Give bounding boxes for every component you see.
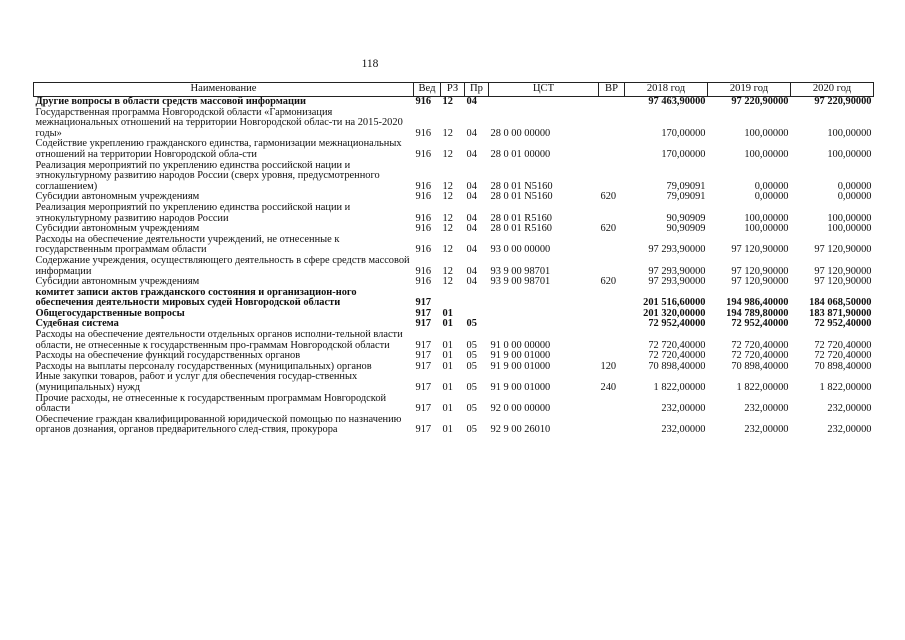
row-cst: 28 0 00 00000 xyxy=(490,127,551,139)
row-vr xyxy=(599,394,625,415)
row-ved: 916 xyxy=(415,265,432,277)
row-amount-2019: 194 789,80000 xyxy=(726,308,789,319)
row-vr: 620 xyxy=(600,192,617,203)
row-rz: 01 xyxy=(442,424,453,436)
row-amount-2019: 0,00000 xyxy=(754,180,789,192)
row-name: Расходы на обеспечение функций государственных органов xyxy=(35,351,301,362)
row-amount-2018: 72 720,40000 xyxy=(648,339,706,351)
table-row xyxy=(34,319,874,330)
header-ved: Вед xyxy=(414,83,441,97)
row-amount-2018: 1 822,00000 xyxy=(653,382,706,394)
row-cst: 93 9 00 98701 xyxy=(490,265,551,277)
row-pr xyxy=(465,309,489,320)
row-amount-2019: 72 952,40000 xyxy=(731,319,789,330)
row-amount-2020: 72 720,40000 xyxy=(814,351,872,362)
row-name: Расходы на выплаты персоналу государственных (муниципальных) органов xyxy=(35,361,372,372)
table-row xyxy=(34,203,874,224)
row-cst: 28 0 01 R5160 xyxy=(490,212,552,224)
budget-table xyxy=(33,82,874,436)
row-vr xyxy=(599,319,625,330)
row-amount-2020: 97 220,90000 xyxy=(814,96,872,107)
row-amount-2019: 100,00000 xyxy=(744,224,789,235)
row-amount-2020: 100,00000 xyxy=(827,148,872,160)
row-name: Обеспечение граждан квалифицированной юридической помощью по назначению органов дознания, органов предварительного след-ствия, прокурора xyxy=(35,414,402,436)
row-amount-2019: 232,00000 xyxy=(744,424,789,436)
table-row xyxy=(34,139,874,160)
table-row xyxy=(34,330,874,351)
row-amount-2019: 100,00000 xyxy=(744,212,789,224)
row-amount-2018: 97 293,90000 xyxy=(648,244,706,256)
row-vr: 620 xyxy=(600,224,617,235)
row-vr xyxy=(599,330,625,351)
row-rz: 12 xyxy=(442,212,453,224)
row-amount-2018: 201 516,60000 xyxy=(643,297,706,309)
row-ved: 916 xyxy=(415,244,432,256)
table-row xyxy=(34,256,874,277)
row-ved: 917 xyxy=(415,424,432,436)
row-cst: 93 0 00 00000 xyxy=(490,244,551,256)
row-rz: 12 xyxy=(442,277,453,288)
row-amount-2019: 232,00000 xyxy=(744,403,789,415)
row-rz xyxy=(441,288,465,309)
row-pr: 04 xyxy=(466,127,477,139)
row-pr: 04 xyxy=(466,148,477,160)
row-amount-2019: 100,00000 xyxy=(744,148,789,160)
table-row xyxy=(34,277,874,288)
row-name: Субсидии автономным учреждениям xyxy=(35,192,200,203)
row-amount-2020: 100,00000 xyxy=(827,224,872,235)
row-rz: 12 xyxy=(442,192,453,203)
row-pr: 04 xyxy=(466,192,477,203)
table-row xyxy=(34,192,874,203)
row-amount-2018: 232,00000 xyxy=(661,403,706,415)
row-name: Общегосударственные вопросы xyxy=(35,308,185,319)
row-name: Реализация мероприятий по укреплению единства российской нации и этнокультурному развитию народов России xyxy=(35,202,351,224)
table-row xyxy=(34,288,874,309)
row-name: Прочие расходы, не отнесенные к государственным программам Новгородской области xyxy=(35,393,387,415)
row-name: Государственная программа Новгородской области «Гармонизация межнациональных отношений на территории Новгородской облас-ти на 2015-2020 годы» xyxy=(35,107,403,139)
row-rz: 12 xyxy=(442,224,453,235)
header-vr: ВР xyxy=(599,83,625,97)
table-body xyxy=(34,97,874,437)
row-ved: 917 xyxy=(415,351,432,362)
row-amount-2018: 97 293,90000 xyxy=(648,265,706,277)
row-rz: 01 xyxy=(442,403,453,415)
row-pr: 04 xyxy=(466,180,477,192)
row-vr xyxy=(599,203,625,224)
row-amount-2018: 90,90909 xyxy=(666,224,706,235)
row-name: Расходы на обеспечение деятельности учреждений, не отнесенные к государственным программам области xyxy=(35,234,340,256)
row-amount-2018: 90,90909 xyxy=(666,212,706,224)
row-vr xyxy=(599,235,625,256)
row-ved: 916 xyxy=(415,148,432,160)
row-amount-2020: 97 120,90000 xyxy=(814,277,872,288)
row-amount-2019: 194 986,40000 xyxy=(726,297,789,309)
table-row xyxy=(34,108,874,140)
row-cst: 28 0 01 R5160 xyxy=(490,224,552,235)
row-amount-2020: 97 120,90000 xyxy=(814,265,872,277)
table-row xyxy=(34,309,874,320)
page-number: 118 xyxy=(361,58,379,70)
header-pr: Пр xyxy=(465,83,489,97)
row-ved: 917 xyxy=(415,403,432,415)
row-name: Другие вопросы в области средств массовой информации xyxy=(35,96,306,107)
row-amount-2018: 72 952,40000 xyxy=(648,319,706,330)
row-ved: 917 xyxy=(415,382,432,394)
row-ved: 916 xyxy=(415,277,432,288)
header-2019: 2019 год xyxy=(708,83,791,97)
row-amount-2020: 184 068,50000 xyxy=(809,297,872,309)
row-ved: 917 xyxy=(415,339,432,351)
row-rz: 12 xyxy=(442,244,453,256)
row-pr: 05 xyxy=(466,403,477,415)
row-vr xyxy=(599,161,625,193)
row-cst: 92 9 00 26010 xyxy=(490,424,551,436)
row-amount-2018: 97 293,90000 xyxy=(648,277,706,288)
row-amount-2020: 70 898,40000 xyxy=(814,361,872,372)
row-rz: 01 xyxy=(442,308,453,319)
row-amount-2019: 97 220,90000 xyxy=(731,96,789,107)
row-amount-2020: 97 120,90000 xyxy=(814,244,872,256)
row-pr: 04 xyxy=(466,224,477,235)
row-amount-2020: 183 871,90000 xyxy=(809,308,872,319)
table-row xyxy=(34,224,874,235)
row-vr xyxy=(599,309,625,320)
row-amount-2020: 232,00000 xyxy=(827,403,872,415)
row-amount-2019: 100,00000 xyxy=(744,127,789,139)
row-name: комитет записи актов гражданского состояния и организацион-ного обеспечения деятельности мировых судей Новгородской области xyxy=(35,287,357,309)
table-row xyxy=(34,394,874,415)
row-ved: 916 xyxy=(415,224,432,235)
row-vr xyxy=(599,415,625,436)
row-ved: 916 xyxy=(415,96,432,107)
row-vr: 120 xyxy=(600,361,617,372)
row-vr xyxy=(599,139,625,160)
table-row xyxy=(34,415,874,436)
row-pr xyxy=(465,288,489,309)
row-amount-2019: 1 822,00000 xyxy=(736,382,789,394)
row-amount-2018: 79,09091 xyxy=(666,192,706,203)
row-amount-2020: 72 720,40000 xyxy=(814,339,872,351)
row-ved: 916 xyxy=(415,127,432,139)
row-amount-2019: 72 720,40000 xyxy=(731,351,789,362)
row-name: Субсидии автономным учреждениям xyxy=(35,277,200,288)
row-amount-2020: 232,00000 xyxy=(827,424,872,436)
row-rz: 12 xyxy=(442,265,453,277)
row-amount-2018: 97 463,90000 xyxy=(648,96,706,107)
row-cst: 28 0 01 N5160 xyxy=(490,192,553,203)
row-cst: 91 9 00 01000 xyxy=(490,351,551,362)
row-ved: 916 xyxy=(415,180,432,192)
row-rz: 12 xyxy=(442,148,453,160)
row-amount-2020: 0,00000 xyxy=(837,180,872,192)
row-pr: 04 xyxy=(466,96,477,107)
row-name: Расходы на обеспечение деятельности отдельных органов исполни-тельной власти области, не отнесенные к государственным про-граммам Новгородской области xyxy=(35,330,403,351)
row-cst xyxy=(489,319,599,330)
row-name: Содержание учреждения, осуществляющего деятельность в сфере средств массовой информации xyxy=(35,255,410,277)
row-vr xyxy=(599,288,625,309)
row-cst: 91 9 00 01000 xyxy=(490,382,551,394)
row-amount-2018: 72 720,40000 xyxy=(648,351,706,362)
row-amount-2019: 97 120,90000 xyxy=(731,265,789,277)
row-name: Субсидии автономным учреждениям xyxy=(35,224,200,235)
row-ved: 917 xyxy=(415,308,432,319)
row-rz: 12 xyxy=(442,180,453,192)
table-row xyxy=(34,235,874,256)
row-vr xyxy=(599,256,625,277)
row-cst xyxy=(489,288,599,309)
row-amount-2020: 1 822,00000 xyxy=(819,382,872,394)
row-amount-2020: 100,00000 xyxy=(827,212,872,224)
table-row xyxy=(34,161,874,193)
row-rz: 01 xyxy=(442,382,453,394)
row-ved: 916 xyxy=(415,192,432,203)
row-amount-2018: 170,00000 xyxy=(661,127,706,139)
row-pr: 04 xyxy=(466,244,477,256)
row-ved: 916 xyxy=(415,212,432,224)
row-amount-2019: 97 120,90000 xyxy=(731,277,789,288)
row-vr xyxy=(599,108,625,140)
header-cst: ЦСТ xyxy=(489,83,599,97)
row-vr xyxy=(599,351,625,362)
row-cst: 93 9 00 98701 xyxy=(490,277,551,288)
row-vr: 240 xyxy=(600,382,617,394)
row-amount-2019: 0,00000 xyxy=(754,192,789,203)
row-name: Иные закупки товаров, работ и услуг для обеспечения государ-ственных (муниципальных) нужд xyxy=(35,372,358,394)
row-name: Реализация мероприятий по укреплению единства российской нации и этнокультурному развитию народов России (сверх уровня, предусмотренного соглашением) xyxy=(35,160,380,192)
row-amount-2018: 201 320,00000 xyxy=(643,308,706,319)
table-row xyxy=(34,362,874,373)
header-2018: 2018 год xyxy=(625,83,708,97)
row-amount-2018: 70 898,40000 xyxy=(648,361,706,372)
row-rz: 01 xyxy=(442,361,453,372)
row-amount-2020: 0,00000 xyxy=(837,192,872,203)
header-name: Наименование xyxy=(34,83,414,97)
row-amount-2019: 72 720,40000 xyxy=(731,339,789,351)
row-ved: 917 xyxy=(415,297,432,309)
row-amount-2019: 70 898,40000 xyxy=(731,361,789,372)
row-pr: 04 xyxy=(466,277,477,288)
row-pr: 05 xyxy=(466,424,477,436)
row-rz: 01 xyxy=(442,351,453,362)
header-2020: 2020 год xyxy=(791,83,874,97)
row-rz: 12 xyxy=(442,127,453,139)
row-amount-2018: 170,00000 xyxy=(661,148,706,160)
table-row xyxy=(34,97,874,108)
row-cst: 92 0 00 00000 xyxy=(490,403,551,415)
row-pr: 05 xyxy=(466,382,477,394)
row-pr: 05 xyxy=(466,351,477,362)
row-pr: 04 xyxy=(466,265,477,277)
table-header-row xyxy=(34,83,874,97)
row-amount-2020: 100,00000 xyxy=(827,127,872,139)
table-row xyxy=(34,351,874,362)
row-amount-2018: 232,00000 xyxy=(661,424,706,436)
row-rz: 01 xyxy=(442,339,453,351)
row-vr: 620 xyxy=(600,277,617,288)
row-cst xyxy=(489,97,599,108)
row-cst: 91 9 00 01000 xyxy=(490,361,551,372)
row-amount-2018: 79,09091 xyxy=(666,180,706,192)
row-ved: 917 xyxy=(415,361,432,372)
row-rz: 01 xyxy=(442,319,453,330)
row-ved: 917 xyxy=(415,319,432,330)
row-cst: 28 0 01 00000 xyxy=(490,148,551,160)
row-name: Содействие укреплению гражданского единства, гармонизации межнациональных отношений на территории Новгородской обла-сти xyxy=(35,139,402,160)
row-vr xyxy=(599,97,625,108)
row-rz: 12 xyxy=(442,96,453,107)
row-cst: 28 0 01 N5160 xyxy=(490,180,553,192)
row-pr: 04 xyxy=(466,212,477,224)
row-pr: 05 xyxy=(466,339,477,351)
row-amount-2020: 72 952,40000 xyxy=(814,319,872,330)
row-name: Судебная система xyxy=(35,319,119,330)
header-rz: РЗ xyxy=(441,83,465,97)
row-cst: 91 0 00 00000 xyxy=(490,339,551,351)
table-row xyxy=(34,372,874,393)
row-pr: 05 xyxy=(466,361,477,372)
row-pr: 05 xyxy=(466,319,477,330)
row-amount-2019: 97 120,90000 xyxy=(731,244,789,256)
row-cst xyxy=(489,309,599,320)
